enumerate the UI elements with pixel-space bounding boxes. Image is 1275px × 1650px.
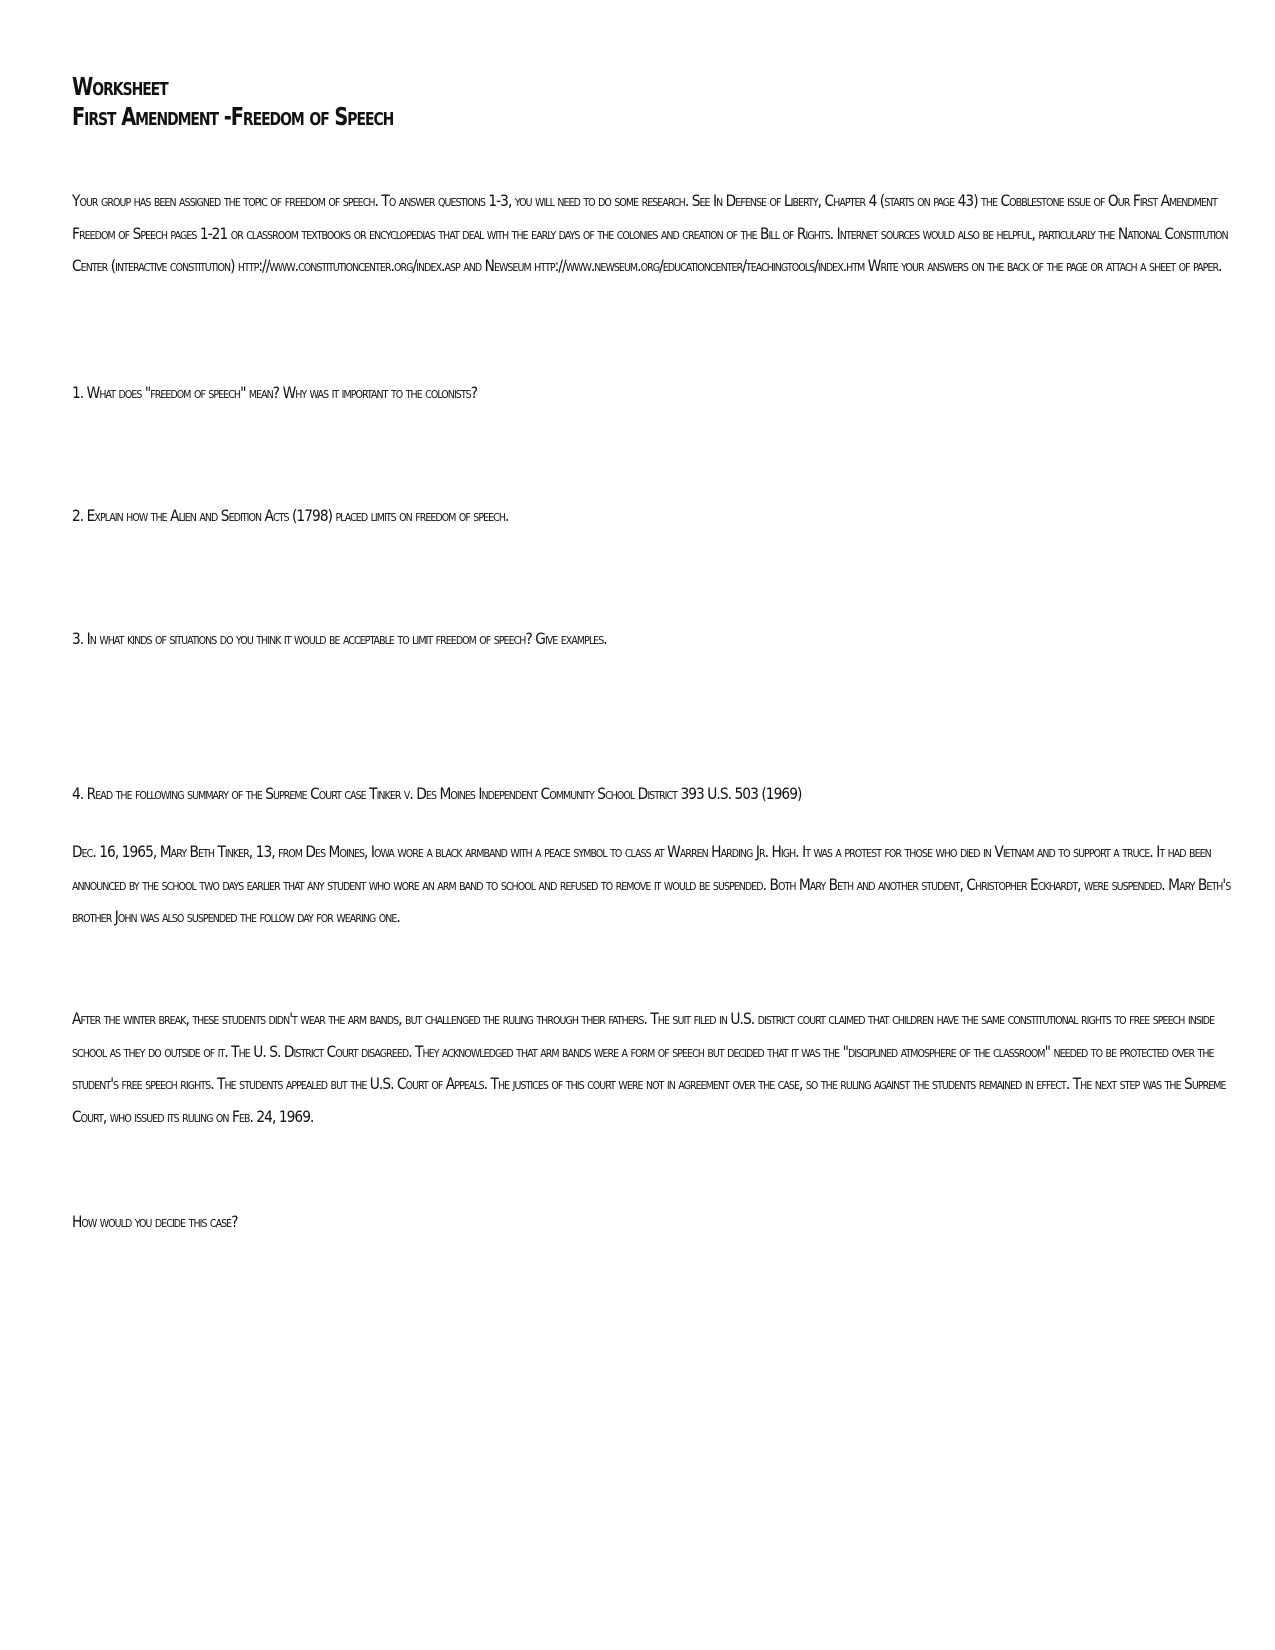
question-3: 3. In what kinds of situations do you think it would be acceptable to limit freedom of speech? Give examples. [72, 629, 607, 648]
worksheet-title [72, 72, 393, 132]
closing-question: How would you decide this case? [72, 1212, 238, 1231]
question-1: 1. What does "freedom of speech" mean? Why was it important to the colonists? [72, 383, 478, 402]
case-summary-paragraph-2: After the winter break, these students didn't wear the arm bands, but challenged the ruling through their fathers. The suit filed in U.S. district court claimed that children have the same constitutional rights to free speech inside school as they do outside of it. The U. S. District Court disagreed. They acknowledged that arm bands were a form of speech but decided that it was the "disciplined atmosphere of the classroom" needed to be protected over the student's free speech rights. The students appealed but the U.S. Court of Appeals. The justices of this court were not in agreement over the case, so the ruling against the students remained in effect. The next step was the Supreme Court, who issued its ruling on Feb. 24, 1969. [72, 1009, 1226, 1126]
question-2: 2. Explain how the Alien and Sedition Acts (1798) placed limits on freedom of speech. [72, 506, 509, 525]
question-4: 4. Read the following summary of the Supreme Court case Tinker v. Des Moines Independent Community School District 393 U.S. 503 (1969) [72, 784, 802, 803]
title-line-worksheet: Worksheet [72, 72, 168, 101]
case-summary-paragraph-1: Dec. 16, 1965, Mary Beth Tinker, 13, from Des Moines, Iowa wore a black armband with a peace symbol to class at Warren Harding Jr. High. It was a protest for those who died in Vietnam and to support a truce. It had been announced by the school two days earlier that any student who wore an arm band to school and refused to remove it would be suspended. Both Mary Beth and another student, Christopher Eckhardt, were suspended. Mary Beth's brother John was also suspended the follow day for wearing one. [72, 842, 1231, 927]
title-line-topic: First Amendment -Freedom of Speech [72, 102, 394, 131]
intro-paragraph: Your group has been assigned the topic of freedom of speech. To answer questions 1-3, you will need to do some research. See In Defense of Liberty, Chapter 4 (starts on page 43) the Cobblestone issue of Our First Amendment Freedom of Speech pages 1-21 or classroom textbooks or encyclopedias that deal with the early days of the colonies and creation of the Bill of Rights. Internet sources would also be helpful, particularly the National Constitution Center (interactive constitution) http://www.constitutioncenter.org/index.asp and Newseum http://www.newseum.org/educationcenter/teachingtools/index.htm Write your answers on the back of the page or attach a sheet of paper. [72, 191, 1228, 276]
